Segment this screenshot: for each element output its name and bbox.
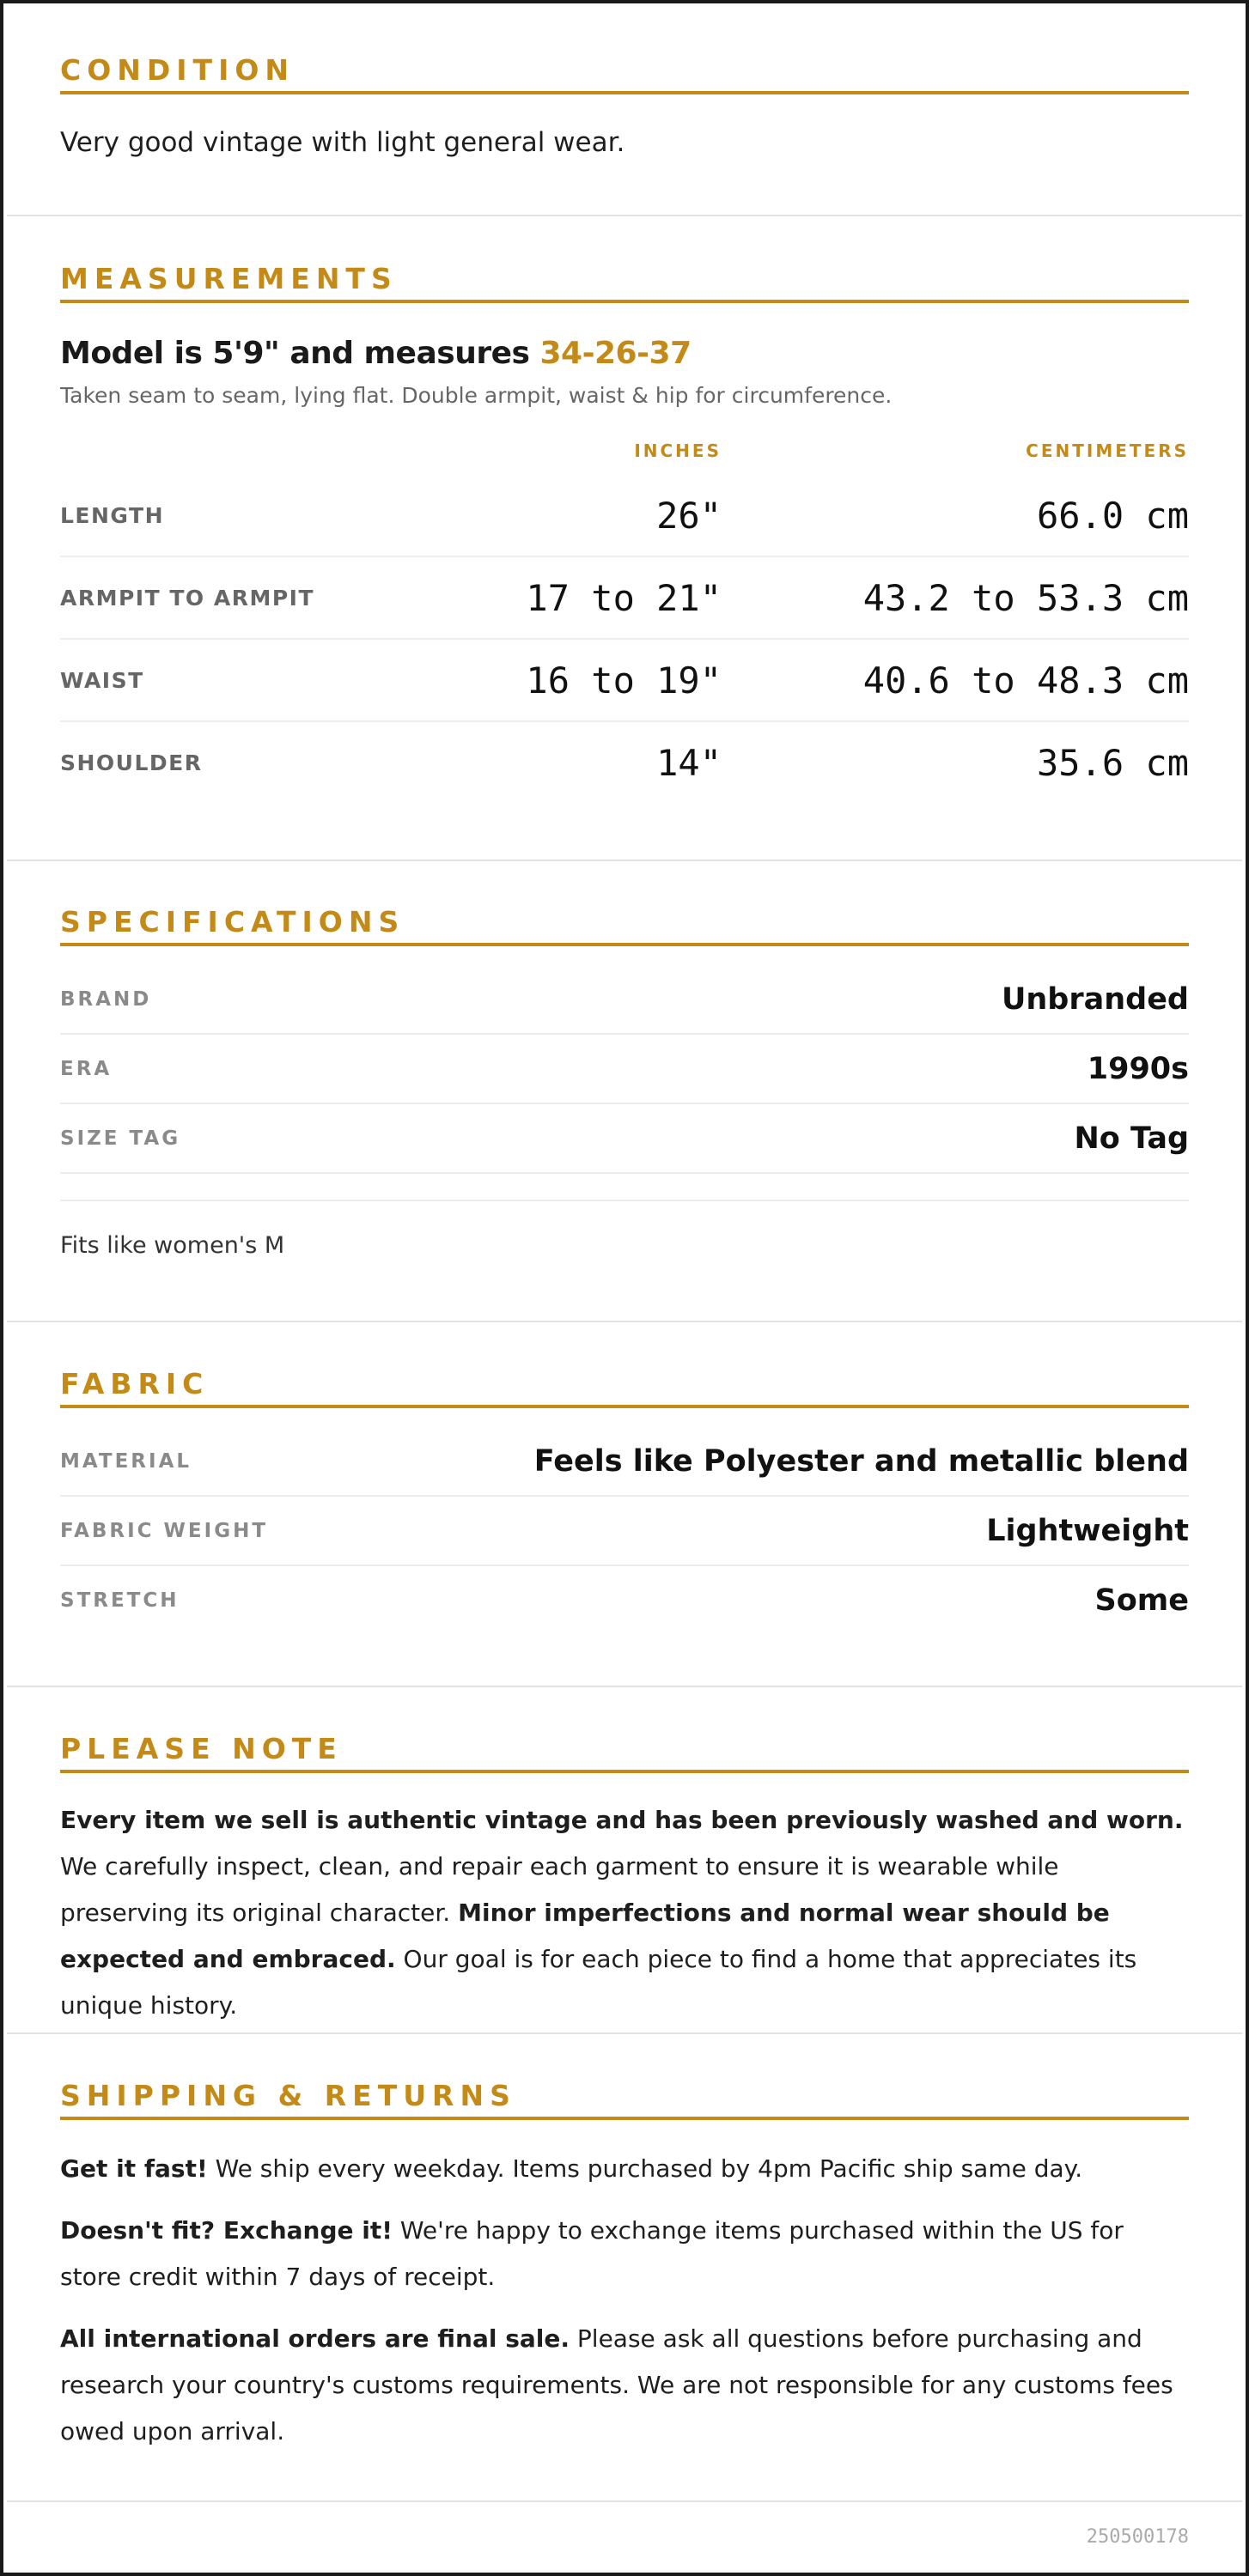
spec-row [60,1104,1189,1174]
model-measures-heading [60,336,1189,371]
measurement-label: WAIST [60,668,144,693]
shipping-p2-text: We're happy to exchange items purchased within the US for store credit within 7 days of receipt. [60,2216,1124,2291]
fabric-list [60,1427,1189,1636]
fabric-row [60,1427,1189,1497]
measurements-section [7,255,1242,805]
section-divider [7,2032,1242,2034]
measurements-title: MEASUREMENTS [60,255,1189,303]
measurement-inches: 17 to 21" [526,577,722,619]
item-serial-number: 250500178 [1086,2526,1189,2548]
condition-title: CONDITION [60,46,1189,94]
shipping-paragraph-1 [60,2146,1189,2192]
fabric-title: FABRIC [60,1360,1189,1408]
shipping-p1-text: We ship every weekday. Items purchased by 4pm Pacific ship same day. [207,2154,1083,2183]
model-prefix: Model is 5'9" and measures [60,336,540,371]
fabric-label: MATERIAL [60,1450,192,1473]
centimeters-column-header: CENTIMETERS [1026,440,1189,461]
specifications-list [60,965,1189,1259]
spec-separator [60,1174,1189,1201]
fabric-label: STRETCH [60,1589,180,1612]
measurement-row [60,722,1189,805]
section-divider [7,1686,1242,1687]
spec-value: Unbranded [1001,982,1189,1017]
measurement-row [60,640,1189,722]
model-measures-value: 34-26-37 [539,336,692,371]
fabric-row [60,1566,1189,1636]
measurement-label: SHOULDER [60,750,203,775]
please-note-title: PLEASE NOTE [60,1725,1189,1773]
note-text-2: Our goal is for each piece to find a home that appreciates its unique history. [60,1945,1137,2020]
fabric-row [60,1497,1189,1566]
please-note-section [7,1725,1242,2029]
specifications-title: SPECIFICATIONS [60,898,1189,946]
measurement-table-header [60,440,1189,475]
spec-label: ERA [60,1058,113,1080]
measurement-label: ARMPIT TO ARMPIT [60,586,315,611]
measurement-inches: 14" [656,742,722,784]
note-text-1: We carefully inspect, clean, and repair each garment to ensure it is wearable while preserving its original character. [60,1852,1059,1927]
measurement-inches: 26" [656,495,722,537]
shipping-title: SHIPPING & RETURNS [60,2072,1189,2120]
fit-note: Fits like women's M [60,1232,285,1259]
fabric-value: Feels like Polyester and metallic blend [533,1444,1189,1479]
shipping-paragraph-3 [60,2316,1189,2455]
spec-label: SIZE TAG [60,1127,181,1150]
specifications-section [7,898,1242,1259]
section-divider [7,2500,1242,2502]
fabric-section [7,1360,1242,1636]
note-bold-1: Every item we sell is authentic vintage and has been previously washed and worn. [60,1806,1184,1834]
please-note-text [60,1797,1189,2029]
measurement-cm: 35.6 cm [1036,742,1189,784]
measurement-cm: 66.0 cm [1036,495,1189,537]
shipping-p3-text: Please ask all questions before purchasing and research your country's customs requirements. We are not responsible for any customs fees owed upon arrival. [60,2324,1173,2445]
spec-row [60,965,1189,1035]
spec-label: BRAND [60,988,152,1011]
shipping-p1-bold: Get it fast! [60,2154,208,2183]
condition-text: Very good vintage with light general wear. [60,127,625,158]
shipping-p3-bold: All international orders are final sale. [60,2324,570,2353]
measurement-label: LENGTH [60,503,164,528]
section-divider [7,215,1242,216]
spec-value: 1990s [1087,1052,1189,1086]
fabric-label: FABRIC WEIGHT [60,1520,269,1542]
measurement-cm: 40.6 to 48.3 cm [862,659,1189,702]
measurement-cm: 43.2 to 53.3 cm [862,577,1189,619]
shipping-section [7,2072,1242,2455]
measurement-row [60,475,1189,557]
fabric-value: Some [1094,1583,1189,1618]
measurement-inches: 16 to 19" [526,659,722,702]
fabric-value: Lightweight [986,1514,1189,1548]
inches-column-header: INCHES [634,440,722,461]
condition-section [7,46,1242,158]
section-divider [7,1321,1242,1322]
shipping-p2-bold: Doesn't fit? Exchange it! [60,2216,393,2245]
measurement-row [60,557,1189,640]
spec-value: No Tag [1074,1121,1189,1156]
note-bold-2: Minor imperfections and normal wear should be expected and embraced. [60,1899,1110,1973]
shipping-paragraph-2 [60,2208,1189,2300]
measurement-note: Taken seam to seam, lying flat. Double armpit, waist & hip for circumference. [60,383,893,408]
measurement-table [60,475,1189,805]
section-divider [7,860,1242,861]
spec-row [60,1035,1189,1104]
